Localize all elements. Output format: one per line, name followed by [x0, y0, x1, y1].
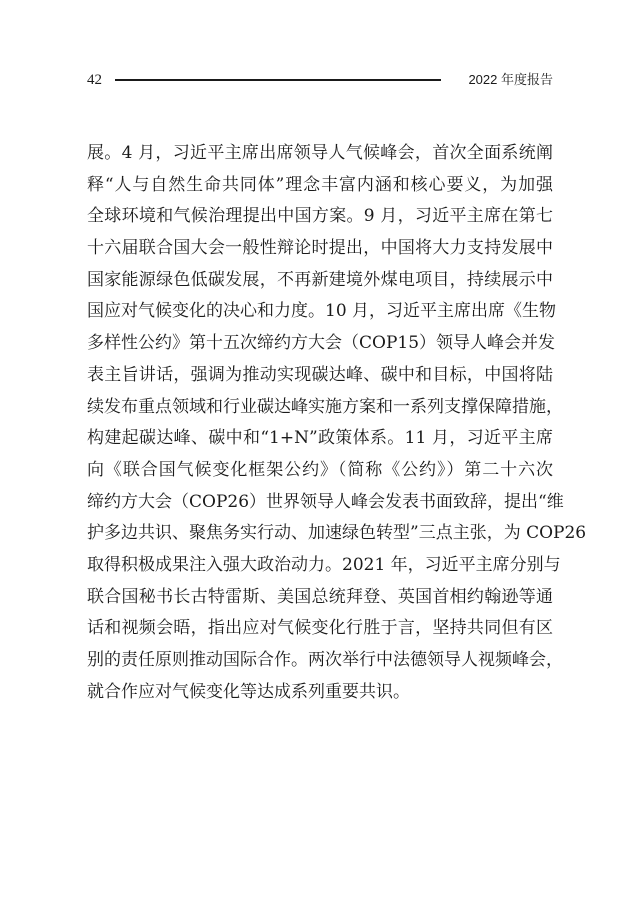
text-line: 缔约方大会（COP26）世界领导人峰会发表书面致辞，提出“维: [87, 491, 564, 512]
text-line: 续发布重点领域和行业碳达峰实施方案和一系列支撑保障措施，: [87, 396, 563, 417]
text-line: 话和视频会晤，指出应对气候变化行胜于言，坚持共同但有区: [87, 618, 553, 639]
page-header: [87, 70, 553, 90]
text-line: 别的责任原则推动国际合作。两次举行中法德领导人视频峰会，: [87, 650, 563, 670]
header-rule: [115, 79, 441, 81]
text-line: 多样性公约》第十五次缔约方大会（COP15）领导人峰会并发: [87, 333, 556, 354]
text-line: 国应对气候变化的决心和力度。10 月，习近平主席出席《生物: [87, 301, 557, 322]
page-number: 42: [87, 72, 102, 88]
text-line: 就合作应对气候变化等达成系列重要共识。: [87, 681, 410, 702]
text-line: 护多边共识、聚焦务实行动、加速绿色转型”三点主张，为 COP26: [87, 523, 587, 544]
body-paragraph: [87, 138, 587, 708]
text-line: 展。4 月，习近平主席出席领导人气候峰会，首次全面系统阐: [87, 143, 553, 163]
text-line: 向《联合国气候变化框架公约》（简称《公约》）第二十六次: [87, 459, 553, 480]
text-line: 释“人与自然生命共同体”理念丰富内涵和核心要义，为加强: [87, 174, 553, 195]
text-line: 国家能源绿色低碳发展，不再新建境外煤电项目，持续展示中: [87, 269, 553, 290]
text-line: 联合国秘书长古特雷斯、美国总统拜登、英国首相约翰逊等通: [87, 586, 553, 607]
text-line: 构建起碳达峰、碳中和“1+N”政策体系。11 月，习近平主席: [87, 428, 553, 449]
text-line: 表主旨讲话，强调为推动实现碳达峰、碳中和目标，中国将陆: [87, 364, 553, 385]
report-title: 2022 年度报告: [468, 72, 553, 87]
text-line: 取得积极成果注入强大政治动力。2021 年，习近平主席分别与: [87, 554, 561, 575]
text-line: 全球环境和气候治理提出中国方案。9 月，习近平主席在第七: [87, 206, 553, 227]
text-line: 十六届联合国大会一般性辩论时提出，中国将大力支持发展中: [87, 238, 553, 259]
